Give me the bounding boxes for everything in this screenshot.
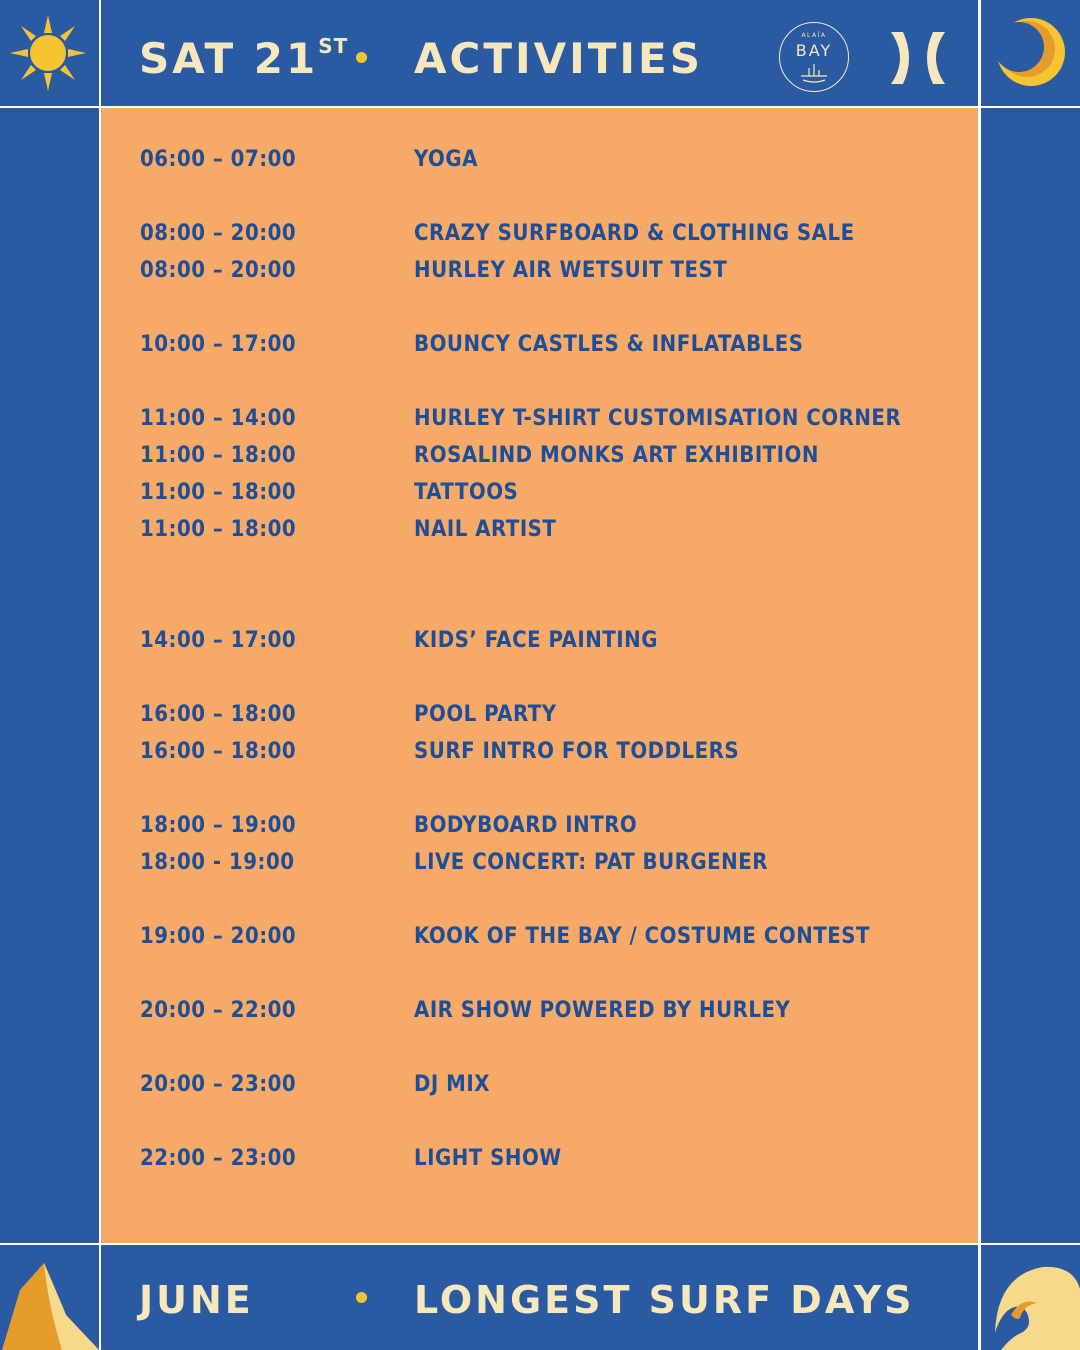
row-time: 20:00 – 22:00 [140,998,297,1023]
row-activity: HURLEY AIR WETSUIT TEST [414,258,728,283]
logo-big-text: BAY [795,41,833,60]
row-time: 10:00 – 17:00 [140,332,297,357]
row-activity: KOOK OF THE BAY / COSTUME CONTEST [414,924,871,949]
row-activity: BOUNCY CASTLES & INFLATABLES [414,332,804,357]
header-day [139,34,349,83]
row-activity: SURF INTRO FOR TODDLERS [414,739,740,764]
row-time: 11:00 – 18:00 [140,480,297,505]
row-time: 20:00 – 23:00 [140,1072,297,1097]
header-bar [101,0,978,106]
row-activity: POOL PARTY [414,702,557,727]
footer-tagline: LONGEST SURF DAYS [414,1278,915,1322]
logo-small-text: ALAÏA [801,32,827,39]
sun-icon [0,0,99,106]
crescent-moon-icon [981,0,1080,106]
footer-bar [101,1245,978,1350]
corner-tile-top-right [981,0,1080,106]
corner-tile-bottom-left [0,1245,99,1350]
row-time: 19:00 – 20:00 [140,924,297,949]
header-separator-dot [356,52,367,63]
alaia-bay-logo [779,22,849,92]
row-time: 18:00 – 19:00 [140,813,297,838]
right-side-bar [981,108,1080,1243]
wave-icon [981,1245,1080,1350]
row-time: 16:00 – 18:00 [140,739,297,764]
row-time: 11:00 – 14:00 [140,406,297,431]
row-activity: ROSALIND MONKS ART EXHIBITION [414,443,819,468]
row-activity: BODYBOARD INTRO [414,813,638,838]
header-day-text: SAT 21 [139,34,319,83]
header-title: ACTIVITIES [414,34,703,83]
row-time: 08:00 – 20:00 [140,221,297,246]
row-activity: NAIL ARTIST [414,517,557,542]
row-time: 16:00 – 18:00 [140,702,297,727]
corner-tile-bottom-right [981,1245,1080,1350]
row-time: 11:00 – 18:00 [140,443,297,468]
row-activity: HURLEY T-SHIRT CUSTOMISATION CORNER [414,406,902,431]
row-activity: KIDS’ FACE PAINTING [414,628,658,653]
hurley-logo-icon [887,28,949,88]
row-time: 22:00 – 23:00 [140,1146,297,1171]
row-activity: TATTOOS [414,480,519,505]
row-activity: CRAZY SURFBOARD & CLOTHING SALE [414,221,855,246]
row-activity: LIVE CONCERT: PAT BURGENER [414,850,768,875]
mountain-icon [0,1245,99,1350]
row-time: 11:00 – 18:00 [140,517,297,542]
row-activity: AIR SHOW POWERED BY HURLEY [414,998,791,1023]
row-time: 14:00 – 17:00 [140,628,297,653]
row-time: 18:00 - 19:00 [140,850,295,875]
row-activity: LIGHT SHOW [414,1146,562,1171]
left-side-bar [0,108,99,1243]
corner-tile-top-left [0,0,99,106]
row-time: 08:00 – 20:00 [140,258,297,283]
footer-separator-dot [356,1292,367,1303]
row-time: 06:00 – 07:00 [140,147,297,172]
row-activity: DJ MIX [414,1072,491,1097]
footer-month: JUNE [139,1278,254,1322]
header-day-suffix: ST [318,34,349,58]
logo-emblem-icon [779,60,849,90]
row-activity: YOGA [414,147,478,172]
